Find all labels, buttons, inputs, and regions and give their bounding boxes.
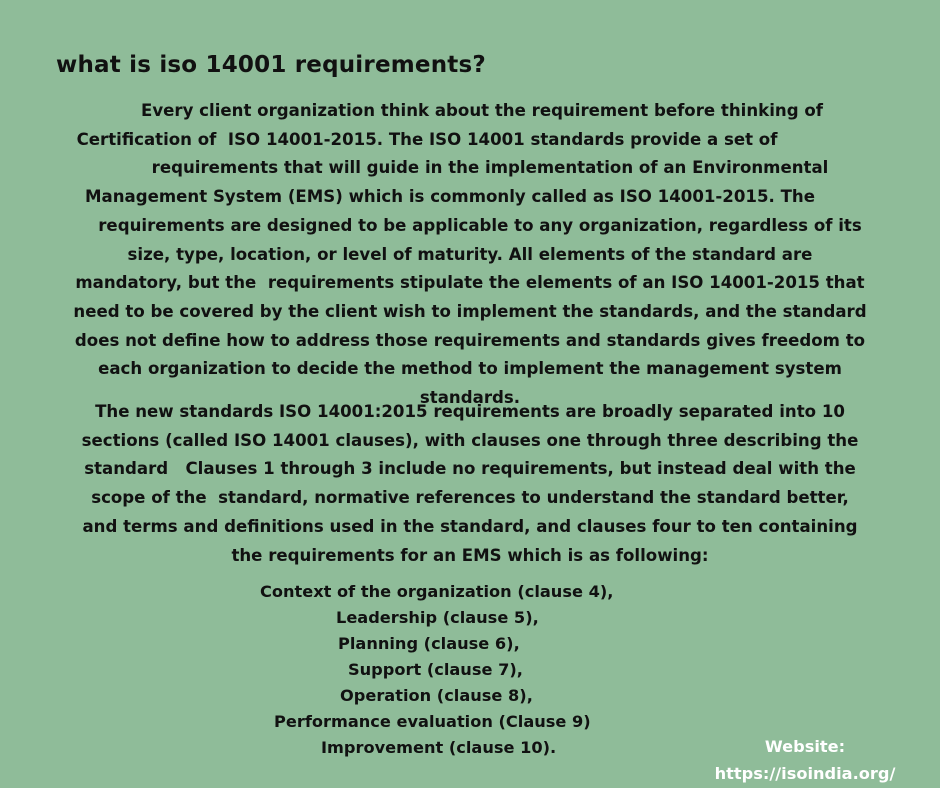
paragraph-line: Certification of ISO 14001-2015. The ISO 14001 standards provide a set of bbox=[76, 129, 778, 149]
paragraph-line: standards. bbox=[419, 388, 521, 408]
paragraph-line: each organization to decide the method to implement the management system bbox=[98, 359, 842, 379]
website-label: Website: bbox=[764, 737, 846, 756]
list-item: Operation (clause 8), bbox=[340, 686, 533, 705]
list-item: Support (clause 7), bbox=[348, 660, 523, 679]
paragraph-line: mandatory, but the requirements stipulate the elements of an ISO 14001-2015 that bbox=[75, 273, 865, 293]
paragraph-line: need to be covered by the client wish to implement the standards, and the standard bbox=[73, 301, 867, 321]
paragraph-line: does not define how to address those requirements and standards gives freedom to bbox=[74, 330, 866, 350]
website-link[interactable]: https://isoindia.org/ bbox=[714, 764, 896, 783]
list-item: Context of the organization (clause 4), bbox=[260, 582, 614, 601]
paragraph-line: size, type, location, or level of maturity. All elements of the standard are bbox=[127, 244, 813, 264]
paragraph-line: requirements that will guide in the implementation of an Environmental bbox=[151, 158, 829, 178]
clauses-paragraph bbox=[20, 398, 920, 570]
list-item: Leadership (clause 5), bbox=[336, 608, 539, 627]
list-item: Planning (clause 6), bbox=[338, 634, 520, 653]
paragraph-line: scope of the standard, normative references to understand the standard better, bbox=[91, 488, 849, 508]
paragraph-line: the requirements for an EMS which is as following: bbox=[231, 545, 709, 565]
paragraph-line: requirements are designed to be applicable to any organization, regardless of its bbox=[98, 215, 862, 235]
website-block bbox=[690, 733, 920, 787]
paragraph-line: The new standards ISO 14001:2015 requirements are broadly separated into 10 bbox=[95, 402, 845, 421]
paragraph-line: standard Clauses 1 through 3 include no requirements, but instead deal with the bbox=[84, 459, 856, 479]
paragraph-line: sections (called ISO 14001 clauses), with clauses one through three describing the bbox=[81, 430, 859, 450]
intro-paragraph bbox=[20, 97, 920, 413]
paragraph-line: Every client organization think about the requirement before thinking of bbox=[141, 101, 823, 120]
paragraph-line: Management System (EMS) which is commonly called as ISO 14001-2015. The bbox=[85, 187, 815, 207]
list-item: Improvement (clause 10). bbox=[321, 738, 557, 757]
clause-list bbox=[230, 579, 650, 761]
list-item: Performance evaluation (Clause 9) bbox=[274, 712, 591, 731]
page-title: what is iso 14001 requirements? bbox=[56, 52, 486, 78]
paragraph-line: and terms and definitions used in the standard, and clauses four to ten containing bbox=[82, 516, 858, 536]
